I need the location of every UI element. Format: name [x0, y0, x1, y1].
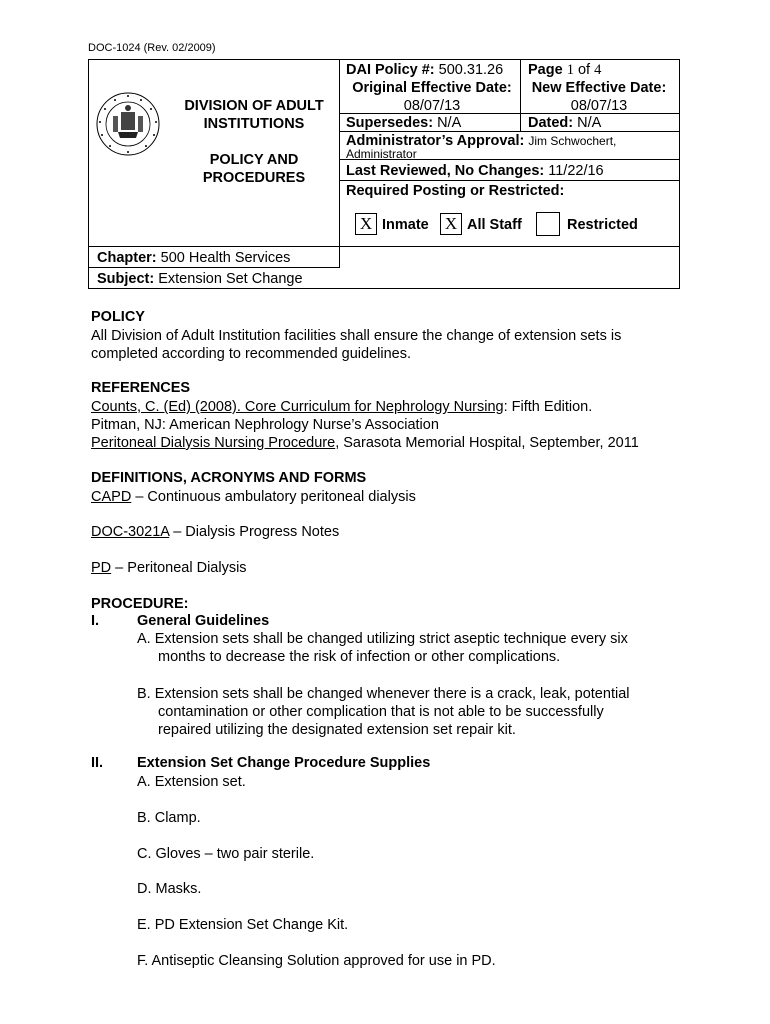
dated: Dated: N/A [528, 115, 602, 131]
definitions-heading: DEFINITIONS, ACRONYMS AND FORMS [91, 470, 367, 486]
reference-link-pd-procedure[interactable]: Peritoneal Dialysis Nursing Procedure [91, 435, 336, 451]
administrator-title: Administrator [346, 147, 417, 161]
section-1-number: I. [91, 613, 100, 629]
restricted-checkbox[interactable] [536, 212, 560, 236]
definition-pd: PD – Peritoneal Dialysis [91, 560, 247, 576]
supply-item: A. Extension set. [137, 774, 246, 790]
policy-number: DAI Policy #: 500.31.26 [346, 62, 504, 78]
form-link-doc-3021a[interactable]: DOC-3021A [91, 524, 170, 540]
references-heading: REFERENCES [91, 380, 191, 396]
section-2-title: Extension Set Change Procedure Supplies [137, 755, 431, 771]
section-2-number: II. [91, 755, 104, 771]
last-reviewed: Last Reviewed, No Changes: 11/22/16 [346, 163, 604, 179]
section-1-title: General Guidelines [137, 613, 270, 629]
chapter: Chapter: 500 Health Services [97, 250, 291, 266]
restricted-label: Restricted [567, 217, 638, 233]
supply-item: D. Masks. [137, 881, 202, 897]
inmate-checkbox[interactable]: X [355, 213, 377, 235]
administrator-approval: Administrator’s Approval: Jim Schwochert, [346, 133, 617, 149]
page-number: Page 1 of 4 [528, 62, 602, 78]
policy-heading: POLICY [91, 309, 145, 325]
supply-item: B. Clamp. [137, 810, 201, 826]
definition-capd: CAPD – Continuous ambulatory peritoneal dialysis [91, 489, 416, 505]
definition-doc-3021a: DOC-3021A – Dialysis Progress Notes [91, 524, 340, 540]
state-seal-logo [96, 92, 160, 156]
posting-label: Required Posting or Restricted: [346, 183, 565, 199]
inmate-label: Inmate [382, 217, 429, 233]
reference-link-counts[interactable]: Counts, C. (Ed) (2008). Core Curriculum for Nephrology Nursing [91, 399, 504, 415]
all-staff-checkbox[interactable]: X [440, 213, 462, 235]
supersedes: Supersedes: N/A [346, 115, 462, 131]
original-effective-date: Original Effective Date: 08/07/13 [352, 80, 512, 114]
policy-procedures-title: POLICY AND PROCEDURES [202, 152, 306, 186]
new-effective-date: New Effective Date: 08/07/13 [531, 80, 667, 114]
form-id: DOC-1024 (Rev. 02/2009) [88, 42, 216, 54]
all-staff-label: All Staff [467, 217, 522, 233]
supply-item: E. PD Extension Set Change Kit. [137, 917, 349, 933]
procedure-heading: PROCEDURE: [91, 596, 189, 612]
supply-item: F. Antiseptic Cleansing Solution approved for use in PD. [137, 953, 496, 969]
references-list: Counts, C. (Ed) (2008). Core Curriculum for Nephrology Nursing: Fifth Edition. Pitman, NJ: American Nephrology Nurse’s Association Peritoneal Dialysis Nursing Procedure, Sarasota Memorial Hospital, September, 2011 [91, 399, 639, 451]
supply-item: C. Gloves – two pair sterile. [137, 846, 315, 862]
section-1-item-a: A. Extension sets shall be changed utilizing strict aseptic technique every six months to decrease the risk of infection or other complications. [137, 631, 628, 665]
subject: Subject: Extension Set Change [97, 271, 303, 287]
division-title: DIVISION OF ADULT INSTITUTIONS [184, 98, 324, 132]
policy-text: All Division of Adult Institution facilities shall ensure the change of extension sets is completed according to recommended guidelines. [91, 328, 622, 362]
section-1-item-b: B. Extension sets shall be changed whenever there is a crack, leak, potential contamination or other complication that is not able to be successfully repaired utilizing the designated extension set repair kit. [137, 686, 630, 738]
